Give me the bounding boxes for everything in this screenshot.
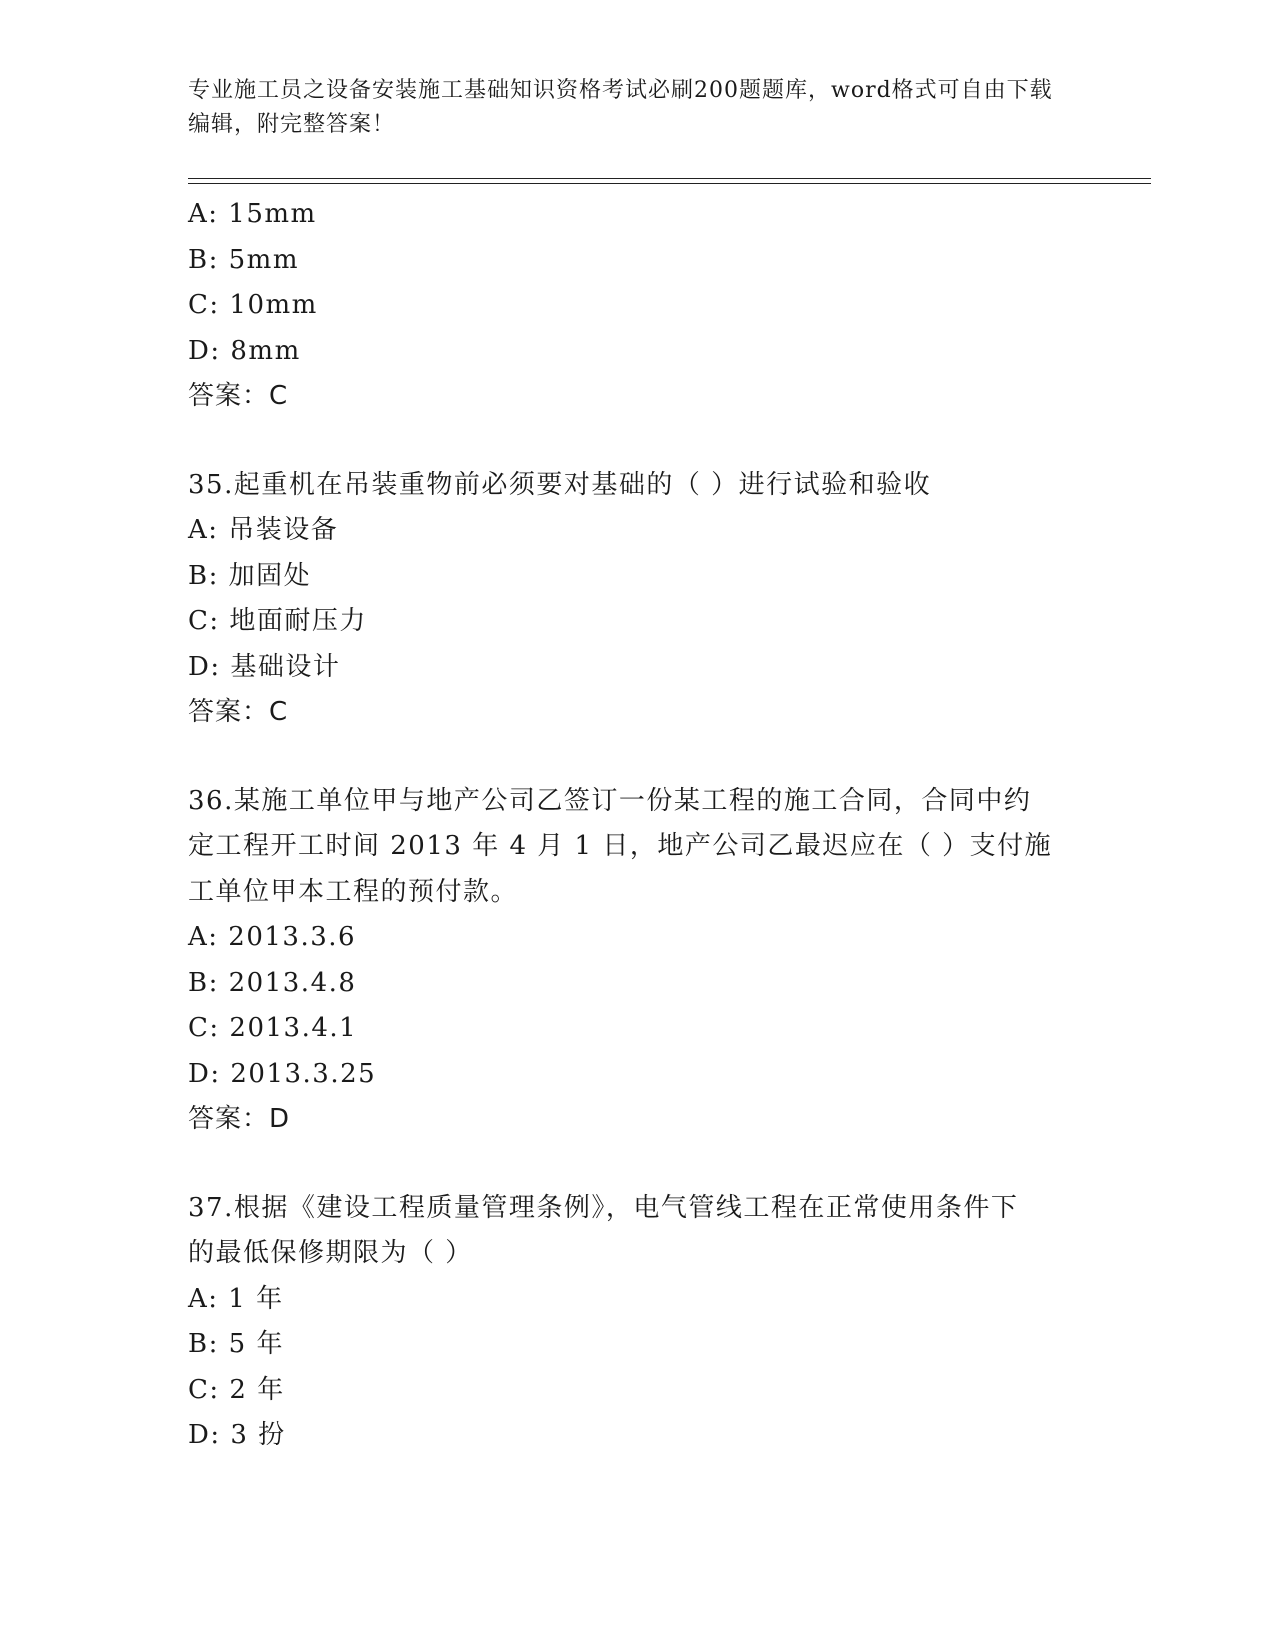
- option-b: B: 2013.4.8: [188, 967, 357, 998]
- option-c: C: 2 年: [188, 1374, 285, 1405]
- option-b: B: 加固处: [188, 560, 312, 591]
- question-36-block: [188, 779, 1088, 1143]
- answer: 答案：D: [188, 1104, 291, 1134]
- option-a: A: 15mm: [188, 199, 317, 229]
- spacer: [188, 736, 1088, 779]
- option-d: D: 8mm: [188, 335, 301, 366]
- answer: 答案：C: [188, 697, 289, 727]
- question-37-text-line: 的最低保修期限为（ ）: [188, 1238, 473, 1268]
- option-d: D: 2013.3.25: [188, 1058, 377, 1089]
- option-d: D: 基础设计: [188, 651, 341, 682]
- question-36-text-line: 定工程开工时间 2013 年 4 月 1 日，地产公司乙最迟应在（ ）支付施: [188, 831, 1053, 861]
- option-c: C: 2013.4.1: [188, 1013, 358, 1043]
- question-content: [188, 192, 1088, 1459]
- question-36-text-line: 36.某施工单位甲与地产公司乙签订一份某工程的施工合同，合同中约: [188, 785, 1032, 816]
- option-a: A: 1 年: [188, 1283, 284, 1314]
- option-b: B: 5mm: [188, 244, 299, 275]
- spacer: [188, 420, 1088, 463]
- header-rule-top: [188, 178, 1151, 179]
- option-d: D: 3 扮: [188, 1420, 286, 1450]
- answer: 答案：C: [188, 381, 289, 411]
- question-37-block: [188, 1186, 1088, 1459]
- option-c: C: 10mm: [188, 290, 318, 320]
- spacer: [188, 1143, 1088, 1186]
- page-header: 专业施工员之设备安装施工基础知识资格考试必刷200题题库，word格式可自由下载编辑，附完整答案！: [188, 78, 1053, 137]
- question-35-text: 35.起重机在吊装重物前必须要对基础的（ ）进行试验和验收: [188, 469, 932, 500]
- option-b: B: 5 年: [188, 1329, 284, 1359]
- option-c: C: 地面耐压力: [188, 606, 367, 636]
- prev-question-block: [188, 192, 1088, 420]
- question-35-block: [188, 463, 1088, 736]
- question-36-text-line: 工单位甲本工程的预付款。: [188, 876, 519, 907]
- option-a: A: 吊装设备: [188, 515, 339, 545]
- option-a: A: 2013.3.6: [188, 922, 357, 952]
- question-37-text-line: 37.根据《建设工程质量管理条例》，电气管线工程在正常使用条件下: [188, 1192, 1019, 1223]
- header-rule-bottom: [188, 183, 1151, 184]
